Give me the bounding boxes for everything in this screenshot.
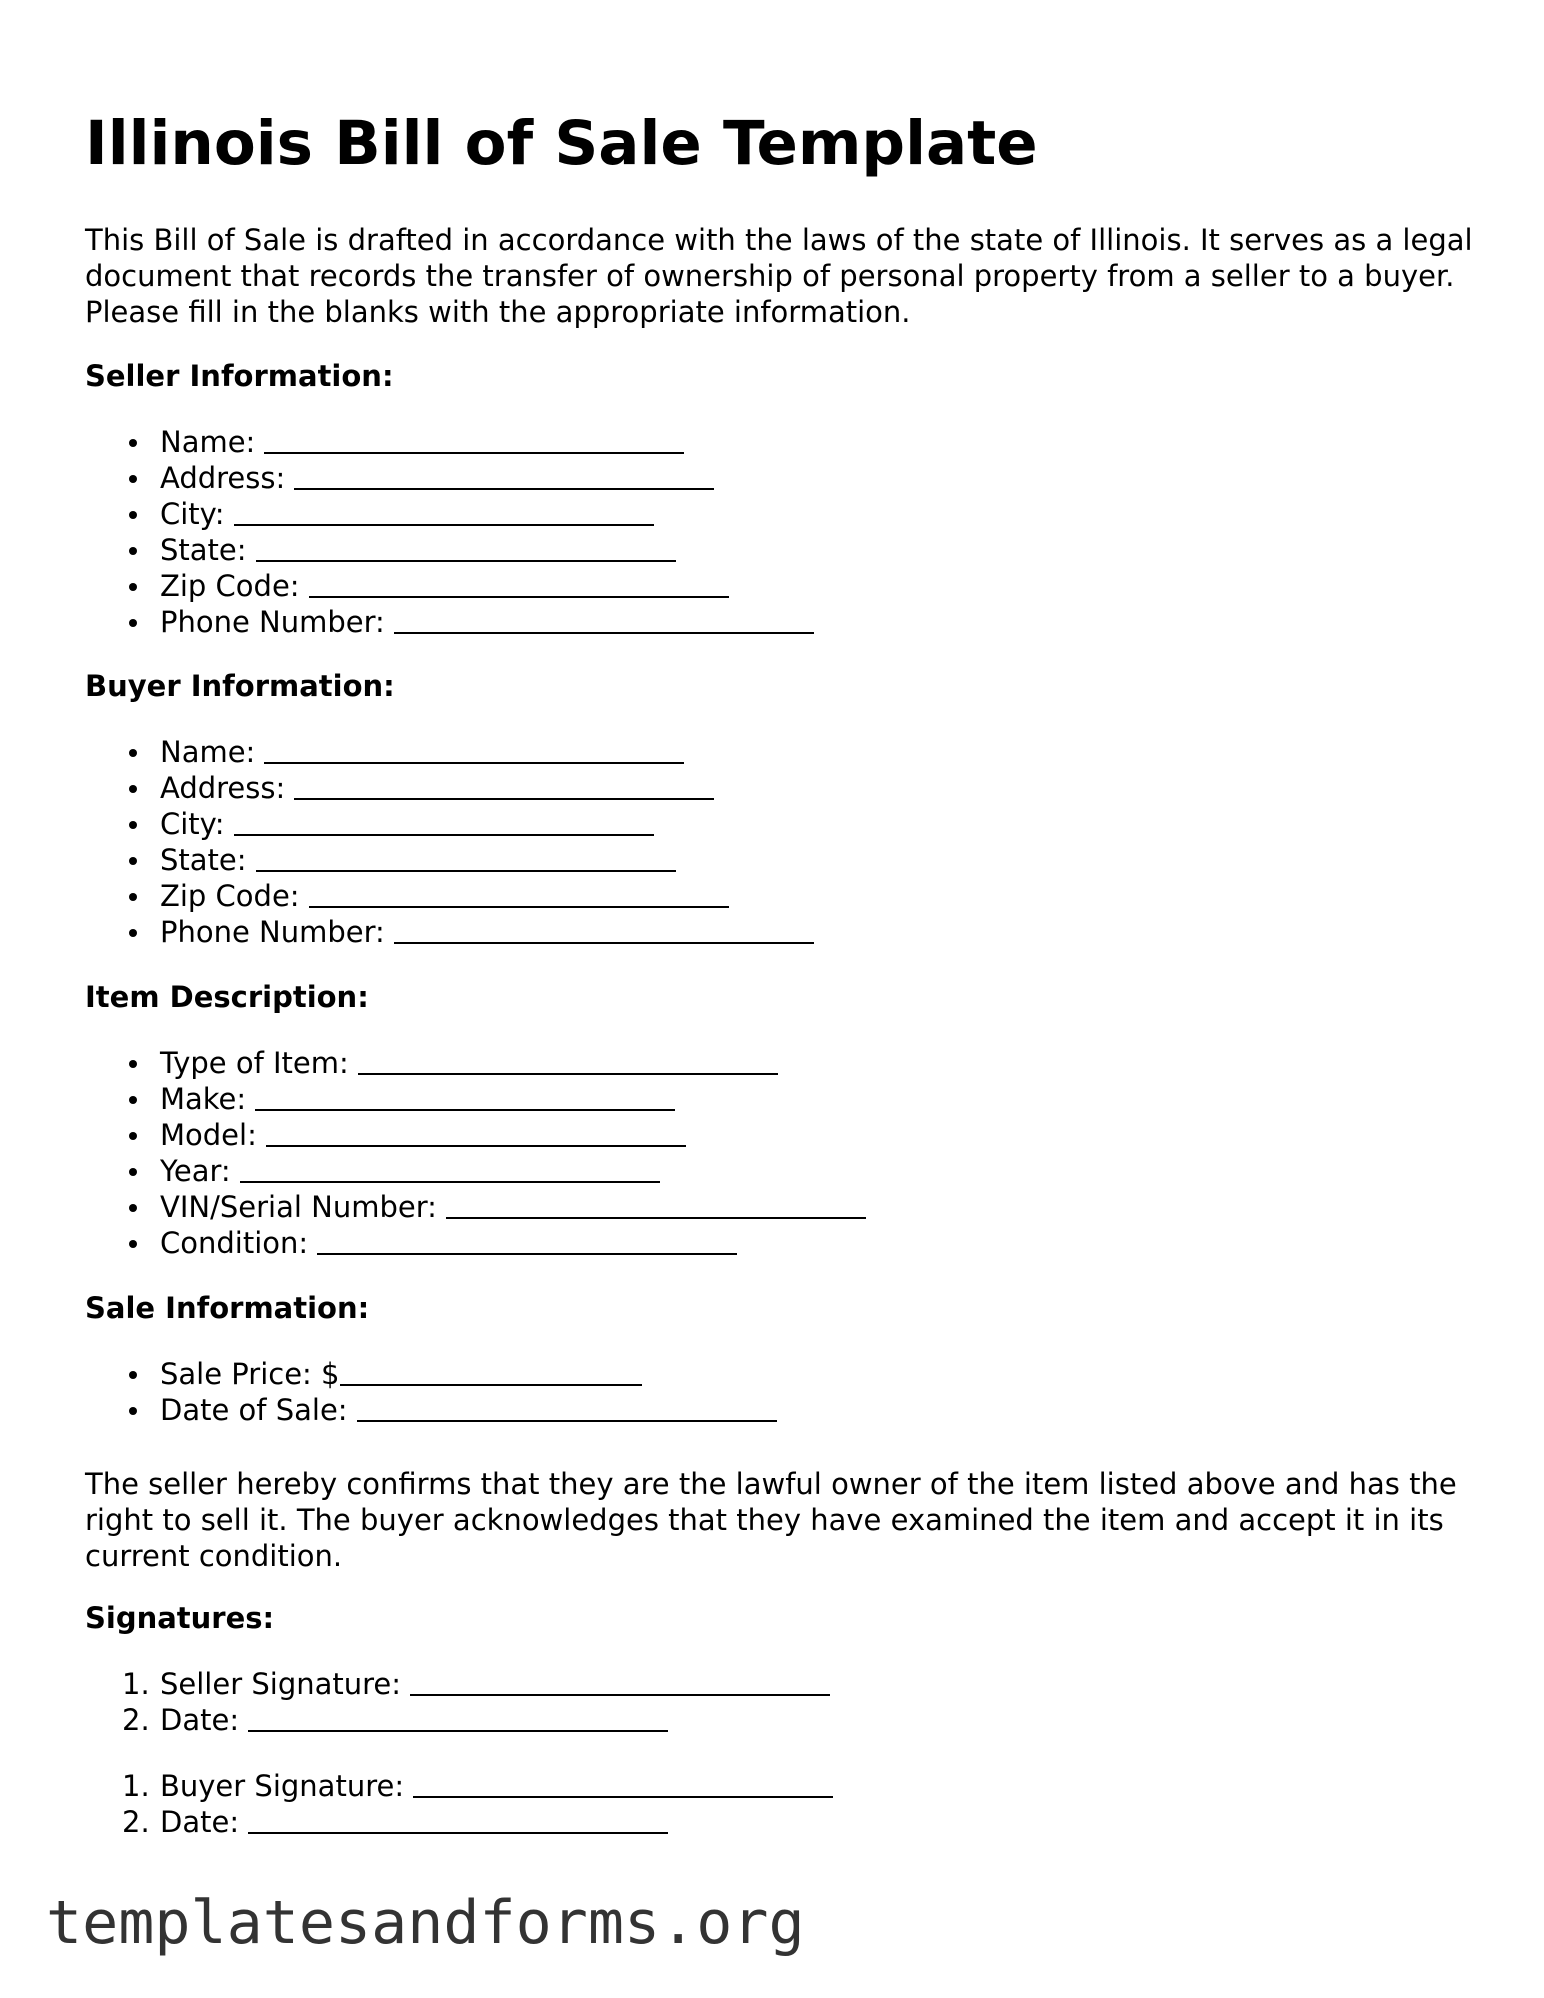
seller-city-field: City: [85, 496, 814, 532]
seller-address-blank[interactable] [294, 487, 714, 490]
item-make-blank[interactable] [255, 1108, 675, 1111]
buyer-city-field: City: [85, 806, 814, 842]
buyer-city-blank[interactable] [234, 833, 654, 836]
seller-heading: Seller Information: [85, 359, 394, 393]
site-watermark: templatesandforms.org [46, 1888, 805, 1958]
seller-signature-blank[interactable] [410, 1693, 830, 1696]
intro-paragraph: This Bill of Sale is drafted in accordance with the laws of the state of Illinois. It serves as a legal document that records the transfer of ownership of personal property from a seller to a buyer. Please fill in the blanks with the appropriate information. [85, 223, 1473, 329]
seller-name-blank[interactable] [264, 451, 684, 454]
seller-address-field: Address: [85, 460, 814, 496]
buyer-date-blank[interactable] [248, 1831, 668, 1834]
seller-state-field: State: [85, 532, 814, 568]
item-type-field: Type of Item: [85, 1045, 866, 1081]
item-vin-field: VIN/Serial Number: [85, 1189, 866, 1225]
buyer-phone-blank[interactable] [394, 941, 814, 944]
seller-phone-field: Phone Number: [85, 604, 814, 640]
seller-field-list [85, 424, 814, 640]
buyer-address-field: Address: [85, 770, 814, 806]
seller-state-blank[interactable] [256, 559, 676, 562]
seller-phone-blank[interactable] [394, 631, 814, 634]
buyer-signature-list [85, 1768, 833, 1840]
seller-date-blank[interactable] [248, 1729, 668, 1732]
page-title: Illinois Bill of Sale Template [85, 108, 1038, 179]
item-model-blank[interactable] [266, 1144, 686, 1147]
sale-field-list [85, 1356, 777, 1428]
buyer-phone-field: Phone Number: [85, 914, 814, 950]
sale-date-field: Date of Sale: [85, 1392, 777, 1428]
buyer-name-field: Name: [85, 734, 814, 770]
item-type-blank[interactable] [358, 1072, 778, 1075]
seller-name-field: Name: [85, 424, 814, 460]
item-model-field: Model: [85, 1117, 866, 1153]
seller-signature-list [85, 1666, 830, 1738]
item-vin-blank[interactable] [446, 1216, 866, 1219]
sale-price-blank[interactable] [340, 1383, 642, 1386]
item-field-list [85, 1045, 866, 1261]
buyer-field-list [85, 734, 814, 950]
sale-heading: Sale Information: [85, 1291, 370, 1325]
item-year-field: Year: [85, 1153, 866, 1189]
buyer-zip-field: Zip Code: [85, 878, 814, 914]
item-heading: Item Description: [85, 980, 369, 1014]
sale-date-blank[interactable] [357, 1419, 777, 1422]
seller-zip-blank[interactable] [309, 595, 729, 598]
confirmation-paragraph: The seller hereby confirms that they are the lawful owner of the item listed above and has the right to sell it. The buyer acknowledges that they have examined the item and accept it in its current condition. [85, 1467, 1457, 1573]
seller-signature-field: 1. Seller Signature: [85, 1666, 830, 1702]
sale-price-field: Sale Price: $ [85, 1356, 777, 1392]
item-year-blank[interactable] [240, 1180, 660, 1183]
buyer-state-field: State: [85, 842, 814, 878]
buyer-address-blank[interactable] [294, 797, 714, 800]
buyer-date-field: 2. Date: [85, 1804, 833, 1840]
buyer-state-blank[interactable] [256, 869, 676, 872]
item-condition-blank[interactable] [317, 1252, 737, 1255]
buyer-signature-blank[interactable] [413, 1795, 833, 1798]
signatures-heading: Signatures: [85, 1601, 275, 1635]
seller-city-blank[interactable] [234, 523, 654, 526]
seller-date-field: 2. Date: [85, 1702, 830, 1738]
buyer-heading: Buyer Information: [85, 669, 395, 703]
buyer-name-blank[interactable] [264, 761, 684, 764]
item-make-field: Make: [85, 1081, 866, 1117]
buyer-signature-field: 1. Buyer Signature: [85, 1768, 833, 1804]
item-condition-field: Condition: [85, 1225, 866, 1261]
buyer-zip-blank[interactable] [309, 905, 729, 908]
seller-zip-field: Zip Code: [85, 568, 814, 604]
